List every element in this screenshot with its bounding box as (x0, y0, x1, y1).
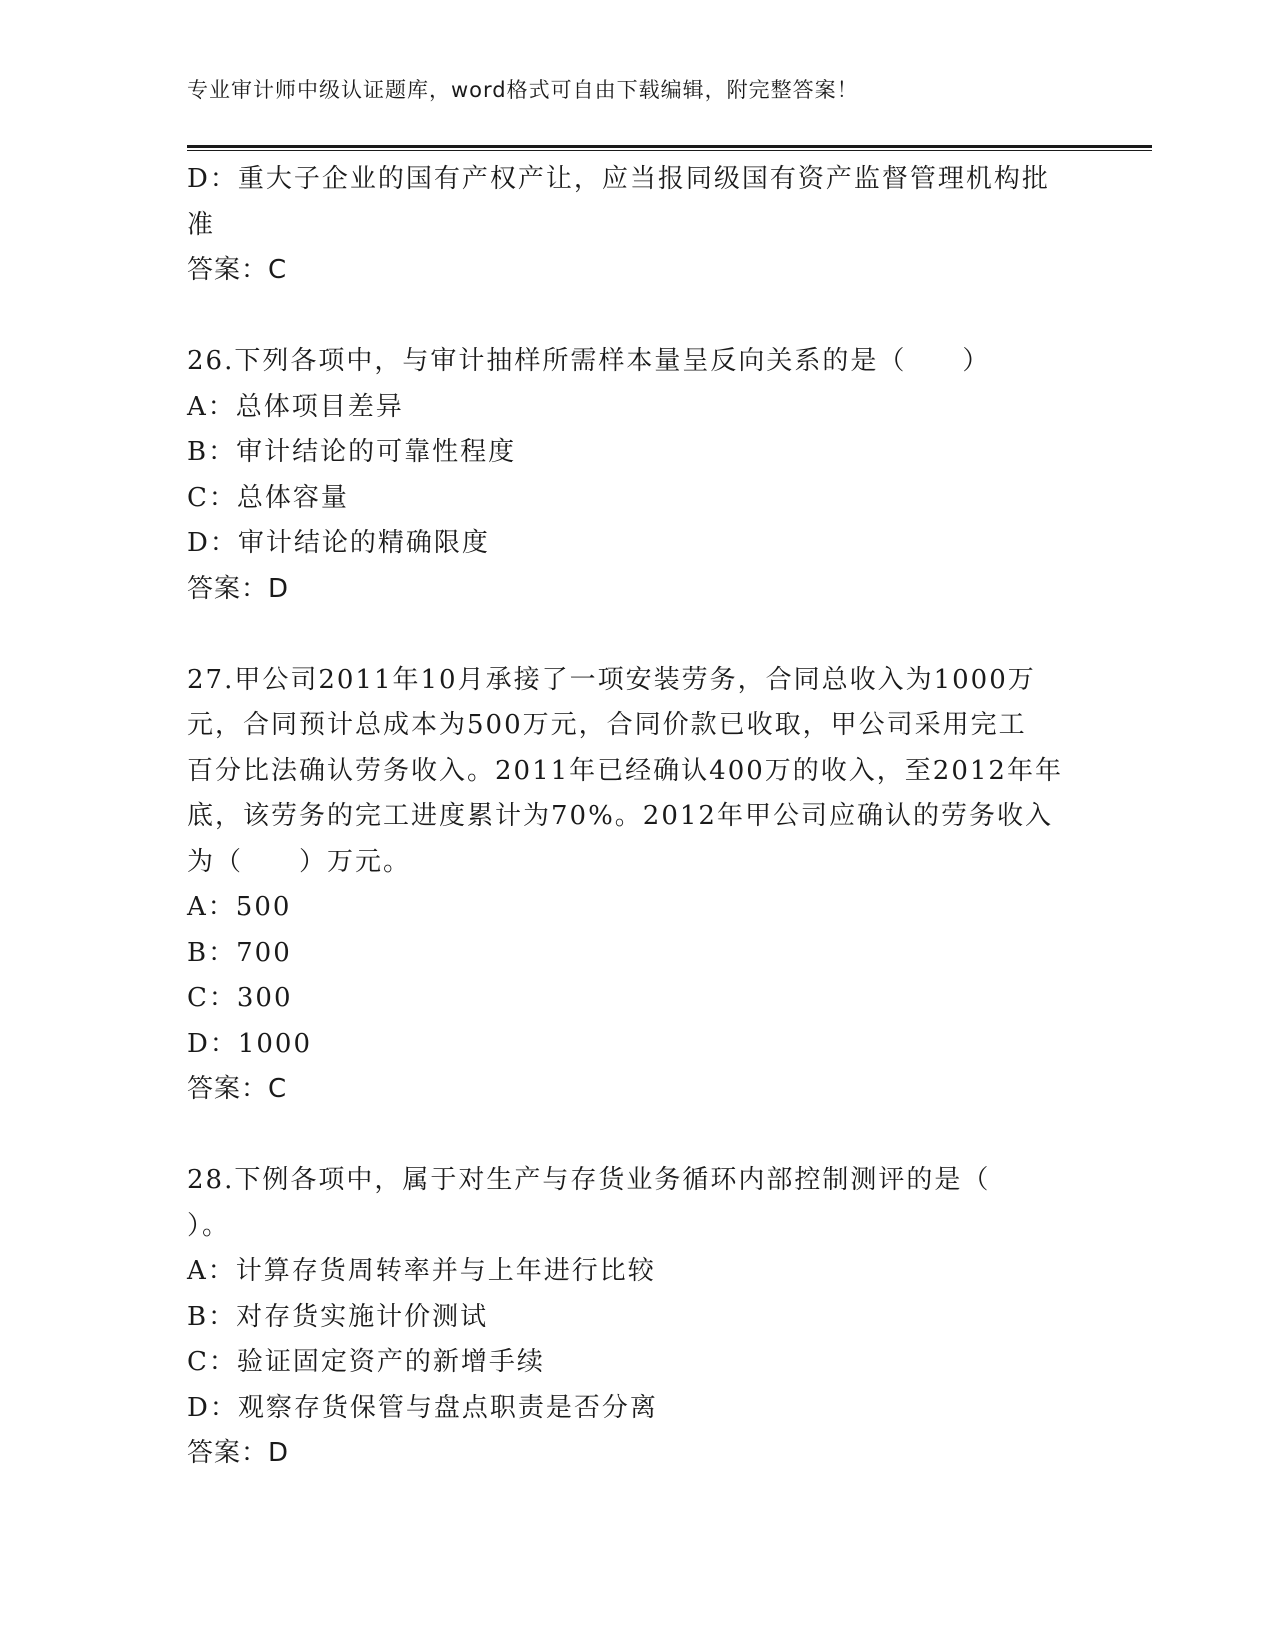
answer: 答案：D (187, 1438, 290, 1468)
question-28 (187, 1158, 1087, 1477)
option-c: C：验证固定资产的新增手续 (187, 1347, 545, 1377)
option-d: D：观察存货保管与盘点职责是否分离 (187, 1392, 658, 1423)
option-d: D：审计结论的精确限度 (187, 528, 490, 558)
question-stem-line-2: ）。 (187, 1210, 231, 1241)
option-a: A：计算存货周转率并与上年进行比较 (187, 1256, 656, 1286)
answer: 答案：C (187, 1074, 288, 1104)
question-stem-line-1: 28.下例各项中，属于对生产与存货业务循环内部控制测评的是（ (187, 1165, 991, 1195)
option-b: B：对存货实施计价测试 (187, 1301, 489, 1332)
question-26 (187, 339, 1087, 612)
spacer (187, 1113, 1087, 1159)
question-stem: 26.下列各项中，与审计抽样所需样本量呈反向关系的是（ ） (187, 346, 991, 376)
option-c: C：总体容量 (187, 482, 349, 513)
option-d: D：重大子企业的国有产权产让，应当报同级国有资产监督管理机构批 (187, 164, 1050, 194)
option-d-continuation: 准 (187, 209, 216, 240)
question-27 (187, 658, 1087, 1113)
question-stem-line-5: 为（ ）万元。 (187, 846, 412, 877)
question-stem-line-4: 底，该劳务的完工进度累计为70%。2012年甲公司应确认的劳务收入 (187, 801, 1053, 831)
answer: 答案：C (187, 255, 288, 285)
question-stem-line-1: 27.甲公司2011年10月承接了一项安装劳务，合同总收入为1000万 (187, 664, 1036, 695)
question-stem-line-2: 元，合同预计总成本为500万元，合同价款已收取，甲公司采用完工 (187, 710, 1027, 740)
option-c: C：300 (187, 983, 293, 1013)
question-content (187, 157, 1087, 1477)
spacer (187, 612, 1087, 658)
header-rule-thin (187, 150, 1152, 151)
answer: 答案：D (187, 573, 290, 604)
option-b: B：审计结论的可靠性程度 (187, 437, 517, 467)
question-stem-line-3: 百分比法确认劳务收入。2011年已经确认400万的收入，至2012年年 (187, 755, 1063, 786)
option-a: A：总体项目差异 (187, 391, 404, 422)
header-rule-thick (187, 145, 1152, 148)
spacer (187, 294, 1087, 340)
option-a: A：500 (187, 892, 292, 922)
option-b: B：700 (187, 937, 292, 968)
option-d: D：1000 (187, 1028, 313, 1059)
page-header: 专业审计师中级认证题库，word格式可自由下载编辑，附完整答案！ (187, 78, 859, 102)
prev-question-block (187, 157, 1087, 294)
